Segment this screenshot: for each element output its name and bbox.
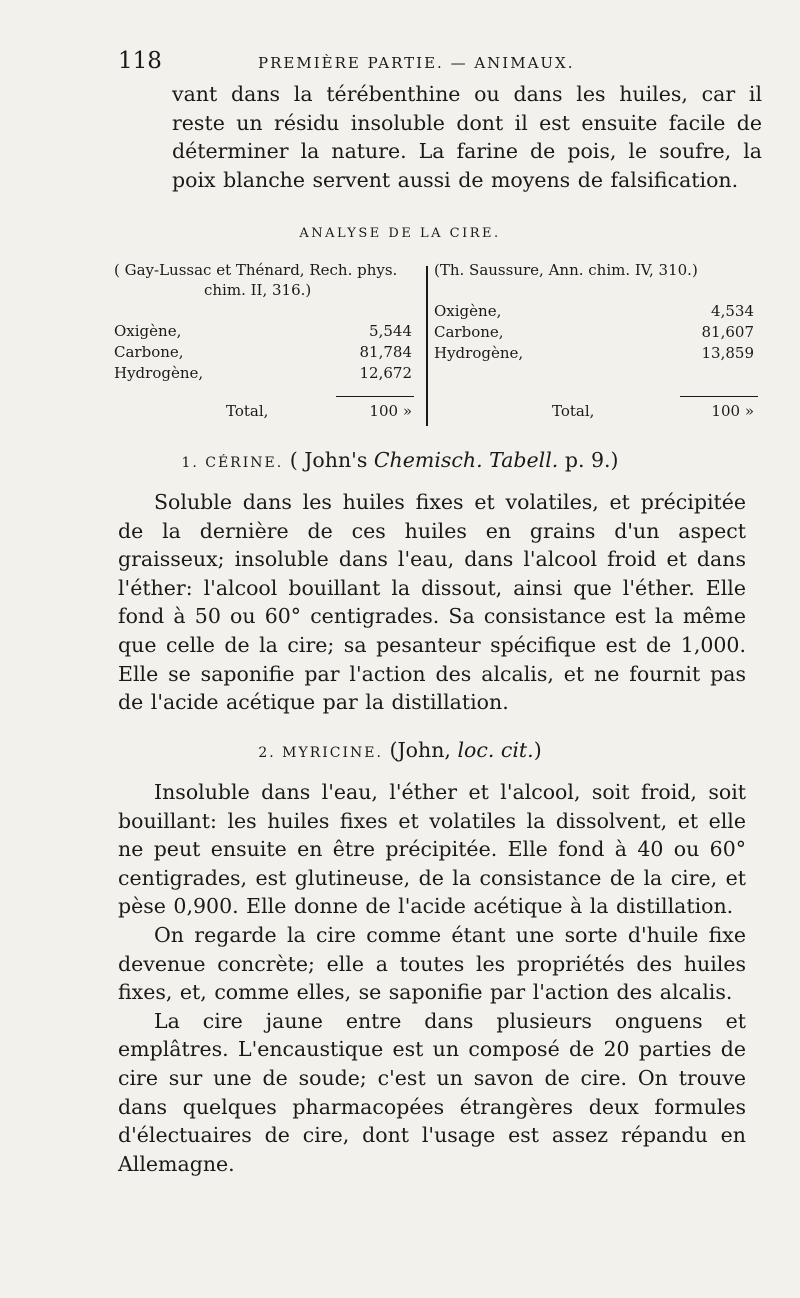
paragraph: On regarde la cire comme étant une sorte d'huile fixe devenue concrète; elle a toutes les propriétés des huiles fixes, et, comme elles, se saponifie par l'action des alcalis. — [118, 922, 746, 1005]
source-line: chim. II, 316.) — [204, 281, 312, 299]
total-row — [114, 402, 420, 424]
section-heading-myricine — [0, 738, 800, 762]
section-heading-cerine — [0, 448, 800, 472]
source-citation — [114, 260, 420, 300]
column-divider — [426, 266, 428, 426]
source-line: ( Gay-Lussac et Thénard, Rech. phys. — [114, 261, 398, 279]
opening-paragraph — [172, 80, 762, 194]
reference-title: Chemisch. Tabell. — [373, 448, 559, 472]
component-name: Oxigène, — [114, 322, 182, 340]
component-row — [434, 344, 762, 365]
component-name: Carbone, — [114, 343, 184, 361]
analysis-table — [114, 260, 762, 430]
component-name: Carbone, — [434, 323, 504, 341]
component-name: Oxigène, — [434, 302, 502, 320]
component-name: Hydrogène, — [434, 344, 524, 362]
total-value: 100 » — [711, 402, 754, 420]
reference-title: loc. cit. — [457, 738, 534, 762]
reference-close: p. 9.) — [558, 448, 619, 472]
component-list — [434, 302, 762, 365]
running-title: PREMIÈRE PARTIE. — ANIMAUX. — [258, 54, 575, 72]
analysis-column-right — [434, 260, 762, 420]
component-value: 5,544 — [369, 322, 412, 340]
section-title: 2. MYRICINE. — [258, 745, 383, 761]
paragraph: La cire jaune entre dans plusieurs onguens et emplâtres. L'encaustique est un composé de 20 parties de cire sur une de soude; c'est un savon de cire. On trouve dans quelques pharmacopées étrangères deux formules d'électuaires de cire, dont l'usage est assez répandu en Allemagne. — [118, 1008, 746, 1176]
total-label: Total, — [552, 402, 595, 420]
reference-open: (John, — [389, 738, 458, 762]
component-value: 13,859 — [701, 344, 754, 362]
analysis-column-left — [114, 260, 420, 420]
paragraph: Insoluble dans l'eau, l'éther et l'alcool, soit froid, soit bouillant: les huiles fixes et volatiles la dissolvent, et elle ne peut ensuite en être précipitée. Elle fond à 40 ou 60° centigrades, est glutineuse, de la consistance de la cire, et pèse 0,900. Elle donne de l'acide acétique à la distillation. — [118, 780, 746, 919]
running-header — [118, 48, 714, 78]
section-body-myricine — [118, 778, 746, 1178]
paragraph: Soluble dans les huiles fixes et volatiles, et précipitée de la dernière de ces huiles en grains d'un aspect graisseux; insoluble dans l'eau, dans l'alcool froid et dans l'éther: l'alcool bouillant la dissout, ainsi que l'éther. Elle fond à 50 ou 60° centigrades. Sa consistance est la même que celle de la cire; sa pesanteur spécifique est de 1,000. Elle se saponifie par l'action des alcalis, et ne fournit pas de l'acide acétique par la distillation. — [118, 490, 746, 715]
reference-open: ( John's — [289, 448, 374, 472]
sum-rule — [336, 396, 414, 397]
component-list — [114, 322, 420, 385]
total-value: 100 » — [369, 402, 412, 420]
component-row — [114, 343, 420, 364]
component-value: 12,672 — [359, 364, 412, 382]
component-row — [434, 323, 762, 344]
total-row — [434, 402, 762, 424]
reference-close: ) — [533, 738, 542, 762]
sum-rule — [680, 396, 758, 397]
component-value: 81,607 — [701, 323, 754, 341]
source-citation — [434, 260, 762, 280]
section-title: 1. CÉRINE. — [181, 455, 284, 471]
analysis-title: ANALYSE DE LA CIRE. — [299, 226, 501, 241]
component-row — [114, 322, 420, 343]
total-label: Total, — [226, 402, 269, 420]
component-row — [434, 302, 762, 323]
paragraph: vant dans la térébenthine ou dans les huiles, car il reste un résidu insoluble dont il est ensuite facile de déterminer la nature. La farine de pois, le soufre, la poix blanche servent aussi de moyens de falsification. — [172, 82, 762, 192]
component-value: 4,534 — [711, 302, 754, 320]
page-number: 118 — [118, 48, 162, 74]
component-name: Hydrogène, — [114, 364, 204, 382]
source-line: (Th. Saussure, Ann. chim. IV, 310.) — [434, 261, 698, 279]
component-row — [114, 364, 420, 385]
section-body-cerine — [118, 488, 746, 717]
component-value: 81,784 — [359, 343, 412, 361]
